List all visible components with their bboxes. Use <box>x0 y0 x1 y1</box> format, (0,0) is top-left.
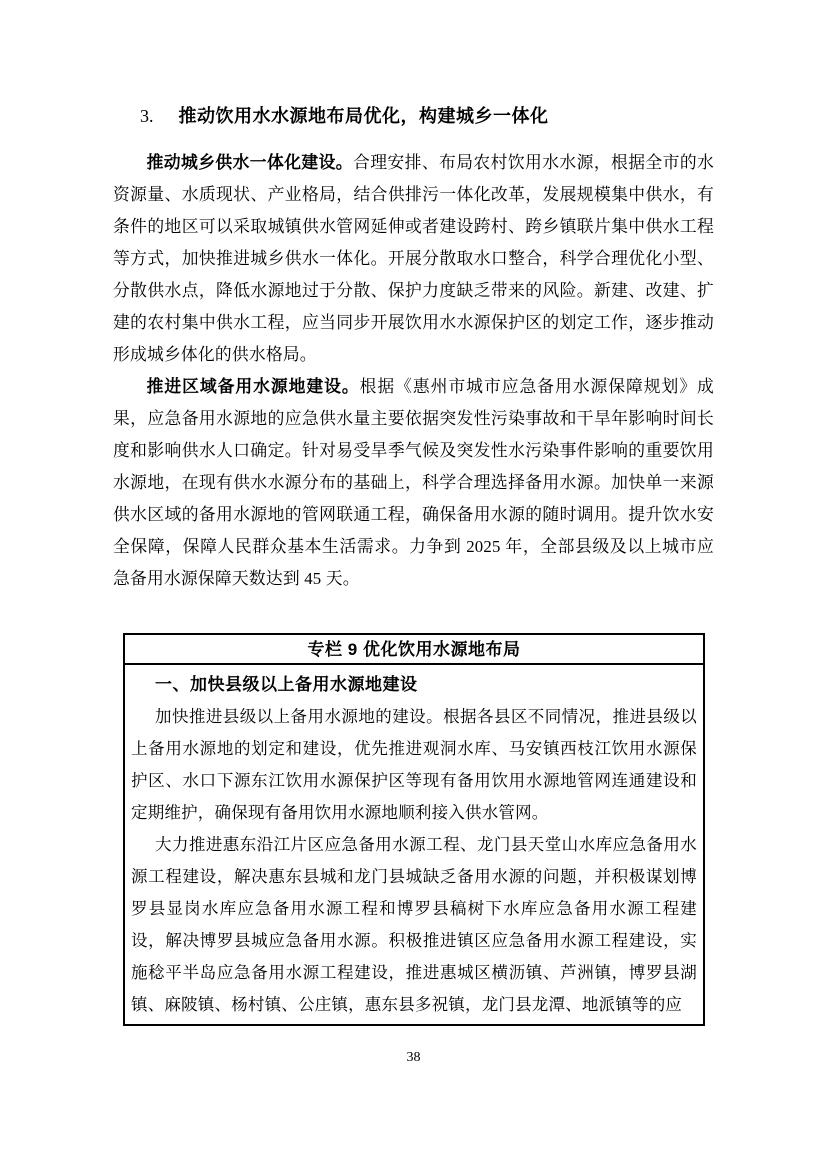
callout-box-body <box>125 665 703 1021</box>
section-heading <box>113 102 714 130</box>
paragraph-body: 根据《惠州市城市应急备用水源保障规划》成果，应急备用水源地的应急供水量主要依据突发性污染事故和干旱年影响时间长度和影响供水人口确定。针对易受旱季气候及突发性水污染事件影响的重要饮用水源地，在现有供水水源分布的基础上，科学合理选择备用水源。加快单一来源供水区域的备用水源地的管网联通工程，确保备用水源的随时调用。提升饮水安全保障，保障人民群众基本生活需求。力争到 2025 年，全部县级及以上城市应急备用水源保障天数达到 45 天。 <box>113 377 714 588</box>
body-paragraph <box>113 147 714 371</box>
heading-number: 3. <box>140 106 154 126</box>
callout-box-section-heading: 一、加快县级以上备用水源地建设 <box>155 675 418 694</box>
page-content <box>113 0 714 595</box>
paragraph-lead: 推进区域备用水源地建设。 <box>146 377 360 396</box>
paragraph-body: 合理安排、布局农村饮用水水源，根据全市的水资源量、水质现状、产业格局，结合供排污一体化改革，发展规模集中供水，有条件的地区可以采取城镇供水管网延伸或者建设跨村、跨乡镇联片集中供水工程等方式，加快推进城乡供水一体化。开展分散取水口整合，科学合理优化小型、分散供水点，降低水源地过于分散、保护力度缺乏带来的风险。新建、改建、扩建的农村集中供水工程，应当同步开展饮用水水源保护区的划定工作，逐步推动形成城乡体化的供水格局。 <box>113 153 715 364</box>
callout-box-title: 专栏 9 优化饮用水源地布局 <box>125 635 703 665</box>
paragraph-lead: 推动城乡供水一体化建设。 <box>146 153 354 172</box>
callout-box-paragraph: 大力推进惠东沿江片区应急备用水源工程、龙门县天堂山水库应急备用水源工程建设，解决惠东县城和龙门县城缺乏备用水源的问题，并积极谋划博罗县显岗水库应急备用水源工程和博罗县稿树下水库应急备用水源工程建设，解决博罗县城应急备用水源。积极推进镇区应急备用水源工程建设，实施稔平半岛应急备用水源工程建设，推进惠城区横沥镇、芦洲镇，博罗县湖镇、麻陂镇、杨村镇、公庄镇，惠东县多祝镇，龙门县龙潭、地派镇等的应 <box>131 835 697 1014</box>
callout-box <box>123 633 705 1026</box>
body-paragraph <box>113 371 714 595</box>
callout-box-paragraph: 加快推进县级以上备用水源地的建设。根据各县区不同情况，推进县级以上备用水源地的划定和建设，优先推进观洞水库、马安镇西枝江饮用水源保护区、水口下源东江饮用水源保护区等现有备用饮用水源地管网连通建设和定期维护，确保现有备用饮用水源地顺利接入供水管网。 <box>131 707 697 822</box>
page-number: 38 <box>406 1050 421 1065</box>
heading-title: 推动饮用水水源地布局优化，构建城乡一体化 <box>178 106 549 126</box>
